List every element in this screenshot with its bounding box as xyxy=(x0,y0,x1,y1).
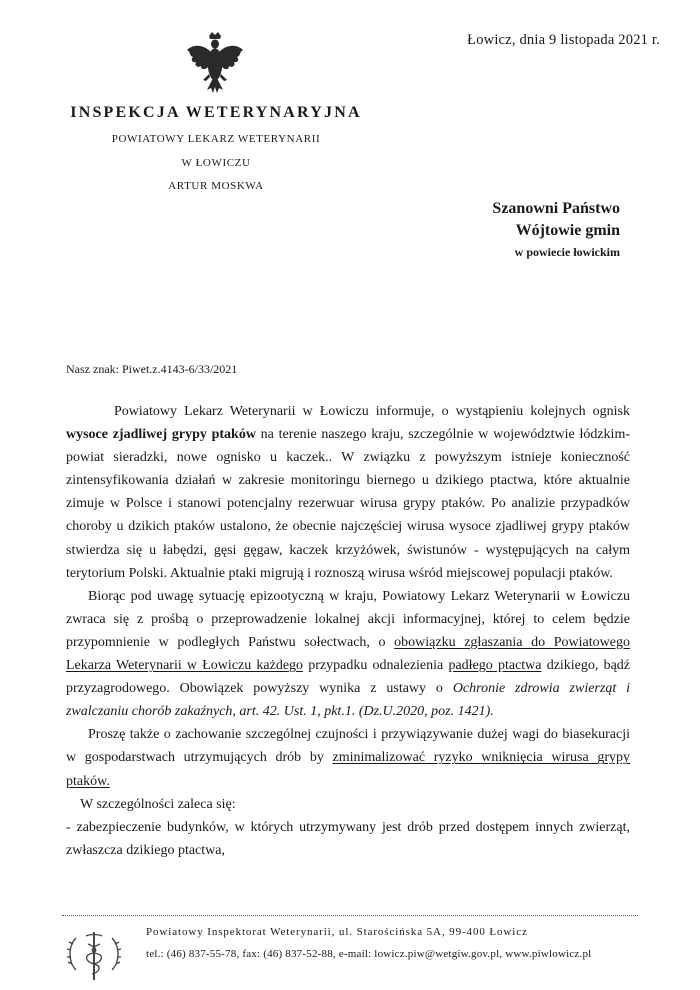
letter-body xyxy=(66,400,630,862)
addressee-line: Wójtowie gmin xyxy=(515,222,620,239)
paragraph: W szczególności zaleca się: xyxy=(80,796,236,812)
addressee-line: Szanowni Państwo xyxy=(492,200,620,217)
text-run: Powiatowy Lekarz Weterynarii w Łowiczu informuje, o wystąpieniu kolejnych ognisk xyxy=(114,404,630,419)
footer-contact: tel.: (46) 837-55-78, fax: (46) 837-52-88, e-mail: lowicz.piw@wetgiw.gov.pl, www.piwlowicz.pl xyxy=(146,948,592,960)
text-run: na terenie naszego kraju, szczególnie w województwie łódzkim- powiat sieradzki, nowe ognisko u kaczek.. W związku z powyższym istnieje konieczność zintensyfikowania działań w zakresie monitoringu biernego u dzikiego ptactwa, które aktualnie zimuje w Polsce i stanowi potencjalny rezerwuar wirusa grypy ptaków. Po analizie przypadków choroby u dzikich ptaków ustalono, że obecnie najczęściej wirusa wysoce zjadliwej grypy ptaków stwierdza się u łabędzi, gęsi gęgaw, kaczek krzyżówek, świstunów - występujących na całym terytorium Polski. Aktualnie ptaki migrują i roznoszą wirusa wśród miejscowej populacji ptaków. xyxy=(66,427,630,581)
letter-date: Łowicz, dnia 9 listopada 2021 r. xyxy=(467,32,660,48)
institution-subline: POWIATOWY LEKARZ WETERYNARII xyxy=(111,133,321,145)
paragraph xyxy=(66,585,630,724)
institution-subline: W ŁOWICZU xyxy=(181,157,251,169)
list-item: - zabezpieczenie budynków, w których utrzymywany jest drób przed dostępem innych zwierząt, zwłaszcza dzikiego ptactwa, xyxy=(66,819,630,858)
footer-divider xyxy=(62,915,638,916)
text-run: przypadku odnalezienia xyxy=(303,658,449,674)
footer-address: Powiatowy Inspektorat Weterynarii, ul. Starościńska 5A, 99-400 Łowicz xyxy=(146,926,528,938)
caduceus-logo-icon xyxy=(62,924,126,984)
text-run: dzikiego, bądź przyzagrodowego. Obowiązek powyższy wynika z ustawy o xyxy=(66,658,631,697)
paragraph xyxy=(66,400,630,585)
paragraph xyxy=(66,723,630,792)
text-run: Biorąc pod uwagę sytuację epizootyczną w kraju, Powiatowy Lekarz Weterynarii w Łowiczu zwraca się z prośbą o przeprowadzenie lokalnej akcji informacyjnej, której to celem będzie przypomnienie w podległych Państwu sołectwach, o xyxy=(66,588,630,650)
addressee-line: w powiecie łowickim xyxy=(514,245,620,259)
eagle-emblem-icon xyxy=(185,30,245,96)
underlined-text: padłego ptactwa xyxy=(448,658,542,674)
underlined-text: obowiązku zgłaszania do Powiatowego Lekarza Weterynarii w Łowiczu każdego xyxy=(66,634,630,674)
underlined-text: zminimalizować ryzyko wniknięcia wirusa grypy ptaków. xyxy=(66,750,630,789)
institution-subline: ARTUR MOSKWA xyxy=(168,180,264,192)
institution-name: INSPEKCJA WETERYNARYJNA xyxy=(70,104,362,121)
bold-text: wysoce zjadliwej grypy ptaków xyxy=(66,427,256,443)
reference-number: Nasz znak: Piwet.z.4143-6/33/2021 xyxy=(66,362,238,376)
italic-text: Ochronie zdrowia zwierząt i zwalczaniu chorób zakaźnych, art. 42. Ust. 1, pkt.1. (Dz.U.2020, poz. 1421). xyxy=(66,681,630,720)
text-run: Proszę także o zachowanie szczególnej czujności i przywiązywanie dużej wagi do biasekuracji w gospodarstwach utrzymujących drób by xyxy=(66,727,630,766)
